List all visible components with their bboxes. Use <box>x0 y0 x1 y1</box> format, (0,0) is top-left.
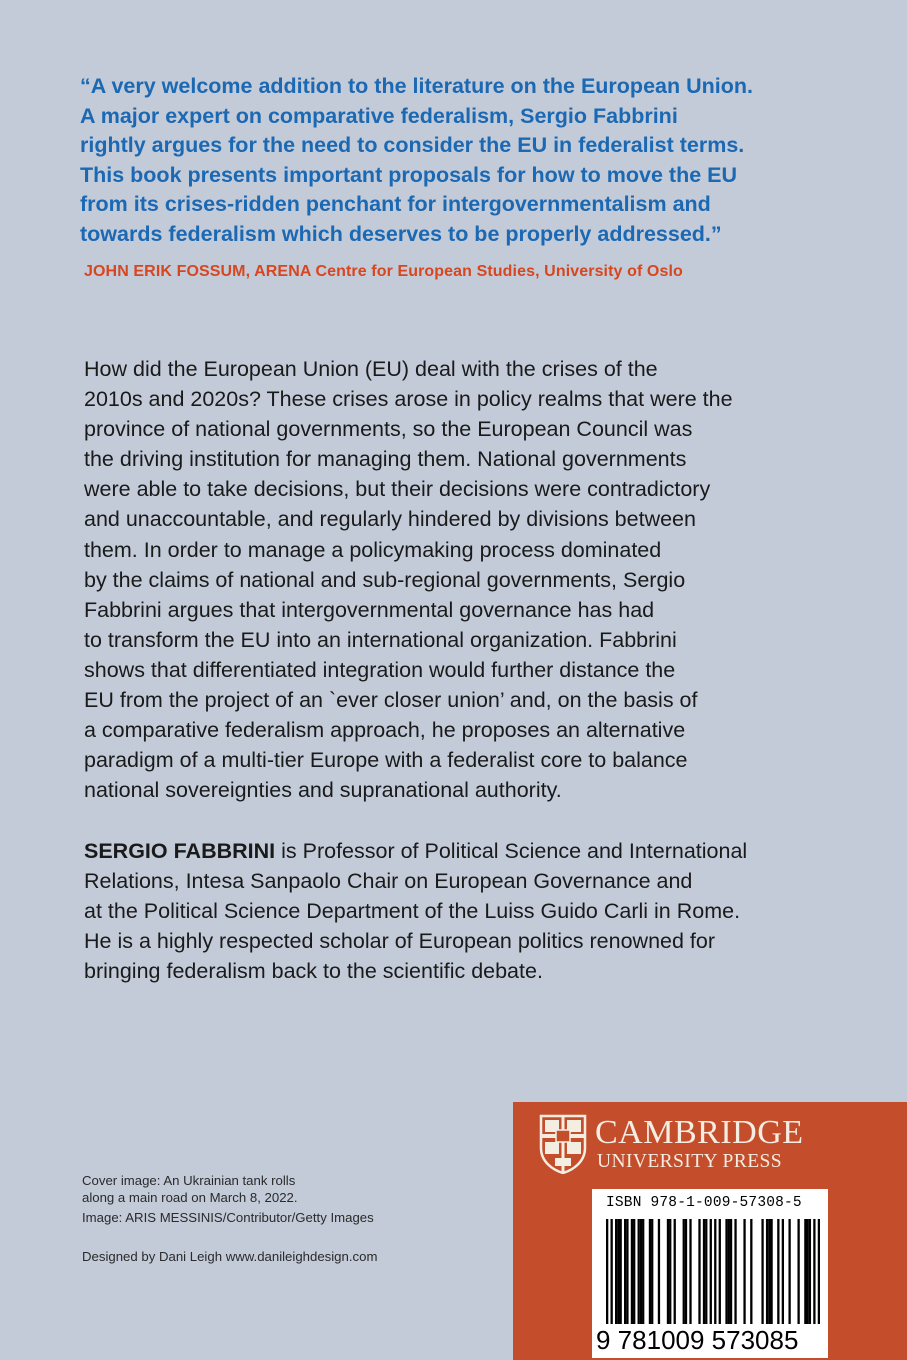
barcode-bar <box>777 1219 779 1324</box>
barcode-bar <box>750 1219 752 1324</box>
barcode-bar <box>626 1219 628 1324</box>
barcode-bar <box>698 1219 700 1324</box>
barcode-bar <box>710 1219 712 1324</box>
barcode-bar <box>804 1219 806 1324</box>
description-line: paradigm of a multi-tier Europe with a federalist core to balance <box>84 748 688 773</box>
barcode-bar <box>640 1219 642 1324</box>
isbn-label: ISBN 978-1-009-57308-5 <box>606 1195 802 1211</box>
barcode-bar <box>761 1219 763 1324</box>
barcode-bar <box>642 1219 644 1324</box>
publisher-name: CAMBRIDGE <box>595 1114 804 1151</box>
barcode-bar <box>633 1219 635 1324</box>
barcode-bar <box>768 1219 770 1324</box>
bio-line: is Professor of Political Science and International <box>275 839 748 863</box>
quote-line: This book presents important proposals for how to move the EU <box>80 162 738 187</box>
description-line: 2010s and 2020s? These crises arose in policy realms that were the <box>84 387 733 412</box>
designer-credit: Designed by Dani Leigh www.danileighdesign.com <box>82 1249 378 1264</box>
quote-line: from its crises-ridden penchant for intergovernmentalism and <box>80 192 711 217</box>
description-line: to transform the EU into an international organization. Fabbrini <box>84 627 677 652</box>
barcode-bar <box>611 1219 613 1324</box>
endorsement-quote <box>80 72 840 250</box>
barcode-bar <box>669 1219 671 1324</box>
barcode-bar <box>818 1219 820 1324</box>
barcode-bar <box>705 1219 707 1324</box>
barcode-bar <box>766 1219 768 1324</box>
barcode-bar <box>649 1219 651 1324</box>
barcode-bar <box>631 1219 633 1324</box>
barcode-bar <box>788 1219 790 1324</box>
barcode-bar <box>617 1219 619 1324</box>
description-line: were able to take decisions, but their decisions were contradictory <box>84 477 711 502</box>
bio-line: at the Political Science Department of the Luiss Guido Carli in Rome. <box>84 899 741 924</box>
description-line: How did the European Union (EU) deal with the crises of the <box>84 357 658 381</box>
quote-line: A major expert on comparative federalism, Sergio Fabbrini <box>80 103 678 128</box>
cover-image-credits <box>82 1172 374 1226</box>
barcode-bar <box>658 1219 660 1324</box>
barcode-bar <box>730 1219 732 1324</box>
image-credit: Image: ARIS MESSINIS/Contributor/Getty Images <box>82 1210 374 1225</box>
quote-line: “A very welcome addition to the literature on the European Union. <box>80 74 753 98</box>
description-line: national sovereignties and supranational authority. <box>84 778 562 803</box>
barcode-bar <box>734 1219 736 1324</box>
barcode-bar <box>806 1219 808 1324</box>
barcode-digits: 9 781009 573085 <box>596 1325 799 1355</box>
barcode-bar <box>606 1219 608 1324</box>
barcode-bar <box>685 1219 687 1324</box>
barcode-bar <box>813 1219 815 1324</box>
bio-line: Relations, Intesa Sanpaolo Chair on European Governance and <box>84 869 693 894</box>
description-line: the driving institution for managing them. National governments <box>84 447 687 472</box>
bio-first-line <box>84 836 844 866</box>
barcode-bar <box>615 1219 617 1324</box>
publisher-subname: UNIVERSITY PRESS <box>597 1151 782 1172</box>
bio-line: bringing federalism back to the scientific debate. <box>84 959 543 984</box>
book-description <box>84 354 844 805</box>
cambridge-crest-icon <box>539 1114 587 1174</box>
description-line: province of national governments, so the European Council was <box>84 417 693 442</box>
author-bio <box>84 836 844 986</box>
barcode-bar <box>782 1219 784 1324</box>
barcode-bar <box>743 1219 745 1324</box>
quote-attribution: JOHN ERIK FOSSUM, ARENA Centre for European Studies, University of Oslo <box>84 263 683 280</box>
barcode-bar <box>624 1219 626 1324</box>
description-line: a comparative federalism approach, he proposes an alternative <box>84 718 686 743</box>
barcode-bar <box>651 1219 653 1324</box>
barcode-bars <box>606 1219 820 1324</box>
barcode-bar <box>620 1219 622 1324</box>
cover-caption-line: Cover image: An Ukrainian tank rolls <box>82 1173 296 1188</box>
barcode-bar <box>674 1219 676 1324</box>
barcode-bar <box>703 1219 705 1324</box>
publisher-panel <box>513 1102 907 1360</box>
barcode-bar <box>728 1219 730 1324</box>
description-line: and unaccountable, and regularly hindered by divisions between <box>84 507 696 532</box>
barcode-bar <box>770 1219 772 1324</box>
barcode-bar <box>797 1219 799 1324</box>
author-name: SERGIO FABBRINI <box>84 839 276 863</box>
barcode-bar <box>809 1219 811 1324</box>
barcode-bar <box>683 1219 685 1324</box>
barcode-bar <box>689 1219 691 1324</box>
cover-caption-line: along a main road on March 8, 2022. <box>82 1190 298 1205</box>
quote-line: towards federalism which deserves to be properly addressed.” <box>80 221 722 246</box>
barcode-bar <box>714 1219 716 1324</box>
barcode-bar <box>667 1219 669 1324</box>
description-line: Fabbrini argues that intergovernmental governance has had <box>84 597 655 622</box>
description-line: shows that differentiated integration would further distance the <box>84 657 676 682</box>
bio-line: He is a highly respected scholar of European politics renowned for <box>84 929 716 954</box>
isbn-barcode <box>592 1189 828 1358</box>
description-line: by the claims of national and sub-regional governments, Sergio <box>84 567 686 592</box>
barcode-bar <box>725 1219 727 1324</box>
description-line: EU from the project of an `ever closer union’ and, on the basis of <box>84 688 698 713</box>
description-line: them. In order to manage a policymaking process dominated <box>84 537 662 562</box>
quote-line: rightly argues for the need to consider the EU in federalist terms. <box>80 133 745 158</box>
barcode-bar <box>719 1219 721 1324</box>
barcode-bar <box>638 1219 640 1324</box>
